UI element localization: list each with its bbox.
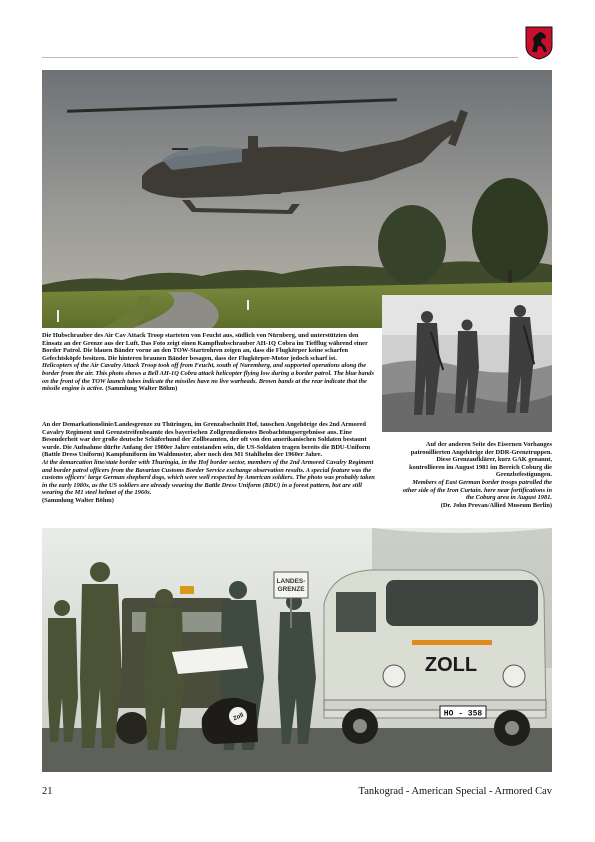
caption-border-en: At the demarcation line/state border with Thuringia, in the Hof border sector, members of the 2nd Armored Cavalry Regiment and border patrol officers from the Bavarian Customs Border Service exchange observation results. A special feature was the customs officers' large German shepherd dogs, which were well respected by American soldiers. The photo was probably taken in the early 1980s, as the US soldiers are already wearing the Battle Dress Uniform (BDU) in a forest pattern, but are still wearing the M1 steel helmet of the 1960s. [42, 458, 375, 497]
caption-ddr-de: Auf der anderen Seite des Eisernen Vorhanges patrouillierten Angehörige der DDR-Grenztruppen. Diese Grenzaufklärer, kurz GAK genannt, kontrollieren im August 1981 im Bereich Coburg die Grenzbefestigungen. [409, 441, 552, 479]
header-rule [42, 57, 518, 58]
page-number: 21 [42, 786, 53, 797]
caption-helicopter-source: (Sammlung Walter Böhm) [105, 385, 178, 393]
caption-border-exchange [42, 421, 377, 505]
caption-ddr [400, 441, 552, 509]
caption-helicopter [42, 332, 377, 393]
caption-border-source: (Sammlung Walter Böhm) [42, 496, 114, 504]
dog-badge-text: Zoll [232, 712, 245, 723]
zoll-lettering: ZOLL [424, 654, 478, 676]
caption-ddr-en: Members of East German border troops patrolled the other side of the Iron Curtain. here near fortifications in the Coburg area in August 1981. [402, 478, 552, 502]
license-plate: HO - 358 [443, 709, 483, 719]
cavalry-horse-emblem-icon [525, 26, 553, 60]
landesgrenze-sign: LANDES-GRENZE [276, 578, 306, 593]
border-patrol-photo [42, 528, 552, 772]
caption-border-de: An der Demarkationslinie/Landesgrenze zu Thüringen, im Grenzabschnitt Hof, tauschen Angehörige des 2nd Armored Cavalry Regiment und Grenzstreifenbeamte des bayerischen Zollgrenzdienstes Beobachtungsergebnisse aus. Eine Besonderheit war der große deutsche Schäferhund der Zollbeamten, der oft von den amerikanischen Soldaten bestaunt wurde. Die Aufnahme dürfte Anfang der 1980er Jahre entstanden sein, die US-Soldaten tragen bereits die BDU-Uniform (Battle Dress Uniform) Kampfuniform im Waldmuster, aber noch den M1 Stahlhelm der 1960er Jahre. [42, 421, 371, 459]
helicopter-photo [42, 70, 552, 328]
ddr-border-troops-photo [382, 295, 552, 432]
caption-helicopter-de: Die Hubschrauber des Air Cav Attack Troop starteten von Feucht aus, südlich von Nürnberg, und unterstützten den Einsatz an der Grenze aus der Luft. Das Foto zeigt einen Kampfhubschrauber AH-1Q Cobra im Tiefflug während einer Border Patrol. Die blauen Bänder vorne an den TOW-Startrohren zeigen an, dass die Flugkörper keine scharfen Gefechtsköpfe besitzen. Die hinteren braunen Bänder besagen, dass der Flugkörper-Motor jedoch scharf ist. [42, 332, 368, 362]
caption-ddr-source: (Dr. John Provan/Allied Museum Berlin) [440, 501, 552, 509]
footer-title: Tankograd - American Special - Armored Cav [358, 786, 552, 797]
caption-helicopter-en: Helicopters of the Air Cavalry Attack Troop took off from Feucht, south of Nuremberg, and supported operations along the border from the air. This photo shows a Bell AH-1Q Cobra attack helicopter flying low during a border patrol. The blue bands on the front of the TOW launch tubes indicate the missiles have no live warheads. Brown bands at the rear indicate that the missile engine is active. [42, 362, 374, 393]
